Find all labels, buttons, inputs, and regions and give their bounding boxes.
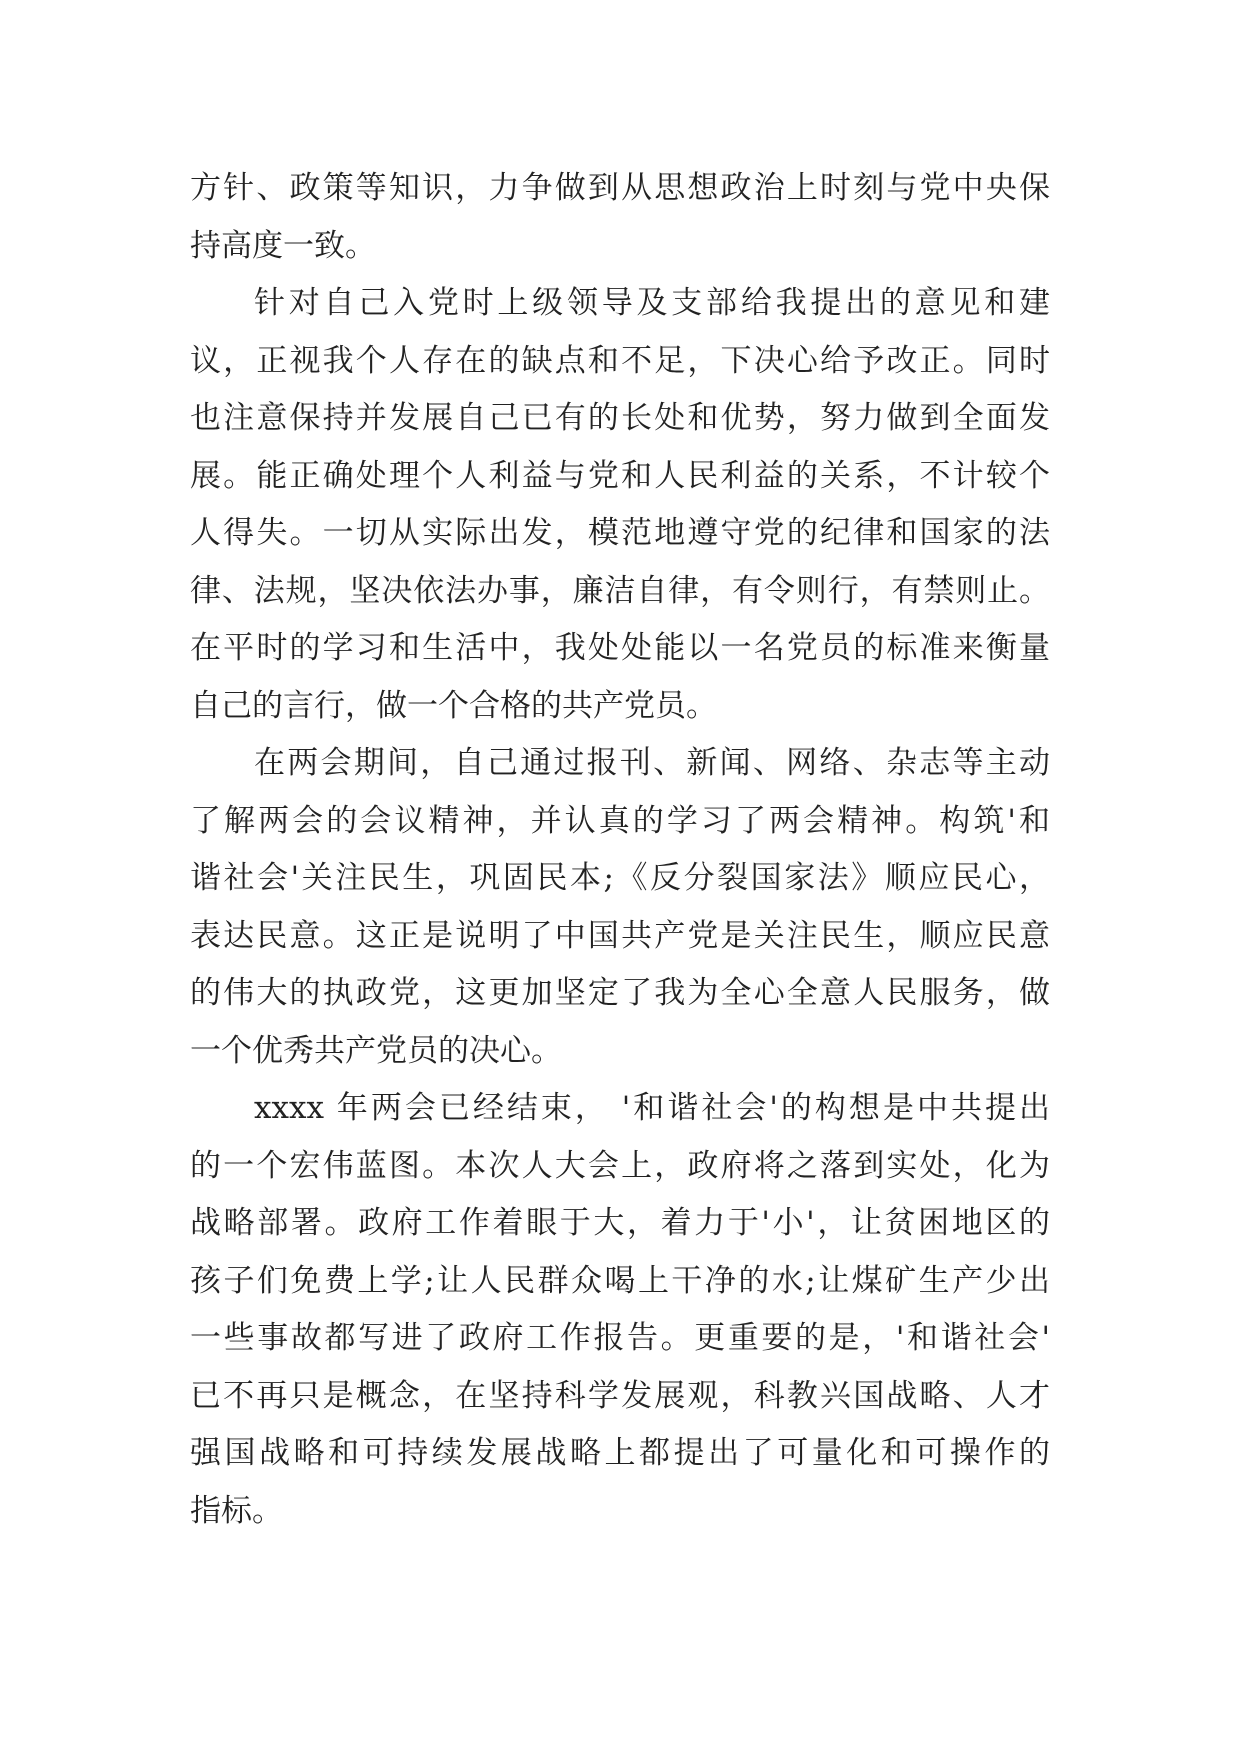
text-line: 展。能正确处理个人利益与党和人民利益的关系，不计较个 <box>190 457 1050 494</box>
text-line: 在两会期间，自己通过报刊、新闻、网络、杂志等主动 <box>254 745 1050 781</box>
text-line: 强国战略和可持续发展战略上都提出了可量化和可操作的 <box>190 1435 1050 1471</box>
text-line: 孩子们免费上学;让人民群众喝上干净的水;让煤矿生产少出 <box>190 1262 1050 1299</box>
text-line: 已不再只是概念，在坚持科学发展观，科教兴国战略、人才 <box>190 1377 1050 1414</box>
text-line: 表达民意。这正是说明了中国共产党是关注民生，顺应民意 <box>190 917 1050 954</box>
text-line: 战略部署。政府工作着眼于大，着力于'小'，让贫困地区的 <box>190 1205 1050 1241</box>
text-line: 议，正视我个人存在的缺点和不足，下决心给予改正。同时 <box>190 342 1050 379</box>
text-line: 指标。 <box>190 1492 283 1529</box>
text-line: 自己的言行，做一个合格的共产党员。 <box>190 687 717 724</box>
text-line: 一些事故都写进了政府工作报告。更重要的是，'和谐社会' <box>190 1320 1050 1356</box>
document-body <box>190 160 1050 1540</box>
text-line: 一个优秀共产党员的决心。 <box>190 1032 562 1069</box>
text-line: 方针、政策等知识，力争做到从思想政治上时刻与党中央保 <box>190 170 1050 206</box>
text-line: 也注意保持并发展自己已有的长处和优势，努力做到全面发 <box>190 400 1050 436</box>
text-line: 针对自己入党时上级领导及支部给我提出的意见和建 <box>254 285 1050 321</box>
text-line: 在平时的学习和生活中，我处处能以一名党员的标准来衡量 <box>190 630 1050 666</box>
text-line: xxxx 年两会已经结束， '和谐社会'的构想是中共提出 <box>254 1090 1050 1126</box>
text-line: 的一个宏伟蓝图。本次人大会上，政府将之落到实处，化为 <box>190 1147 1050 1184</box>
text-line: 人得失。一切从实际出发，模范地遵守党的纪律和国家的法 <box>190 515 1050 551</box>
text-line: 谐社会'关注民生，巩固民本;《反分裂国家法》顺应民心， <box>190 860 1050 896</box>
text-line: 律、法规，坚决依法办事，廉洁自律，有令则行，有禁则止。 <box>190 572 1050 609</box>
text-line: 的伟大的执政党，这更加坚定了我为全心全意人民服务，做 <box>190 975 1050 1011</box>
text-line: 了解两会的会议精神，并认真的学习了两会精神。构筑'和 <box>190 802 1050 839</box>
text-line: 持高度一致。 <box>190 227 376 264</box>
